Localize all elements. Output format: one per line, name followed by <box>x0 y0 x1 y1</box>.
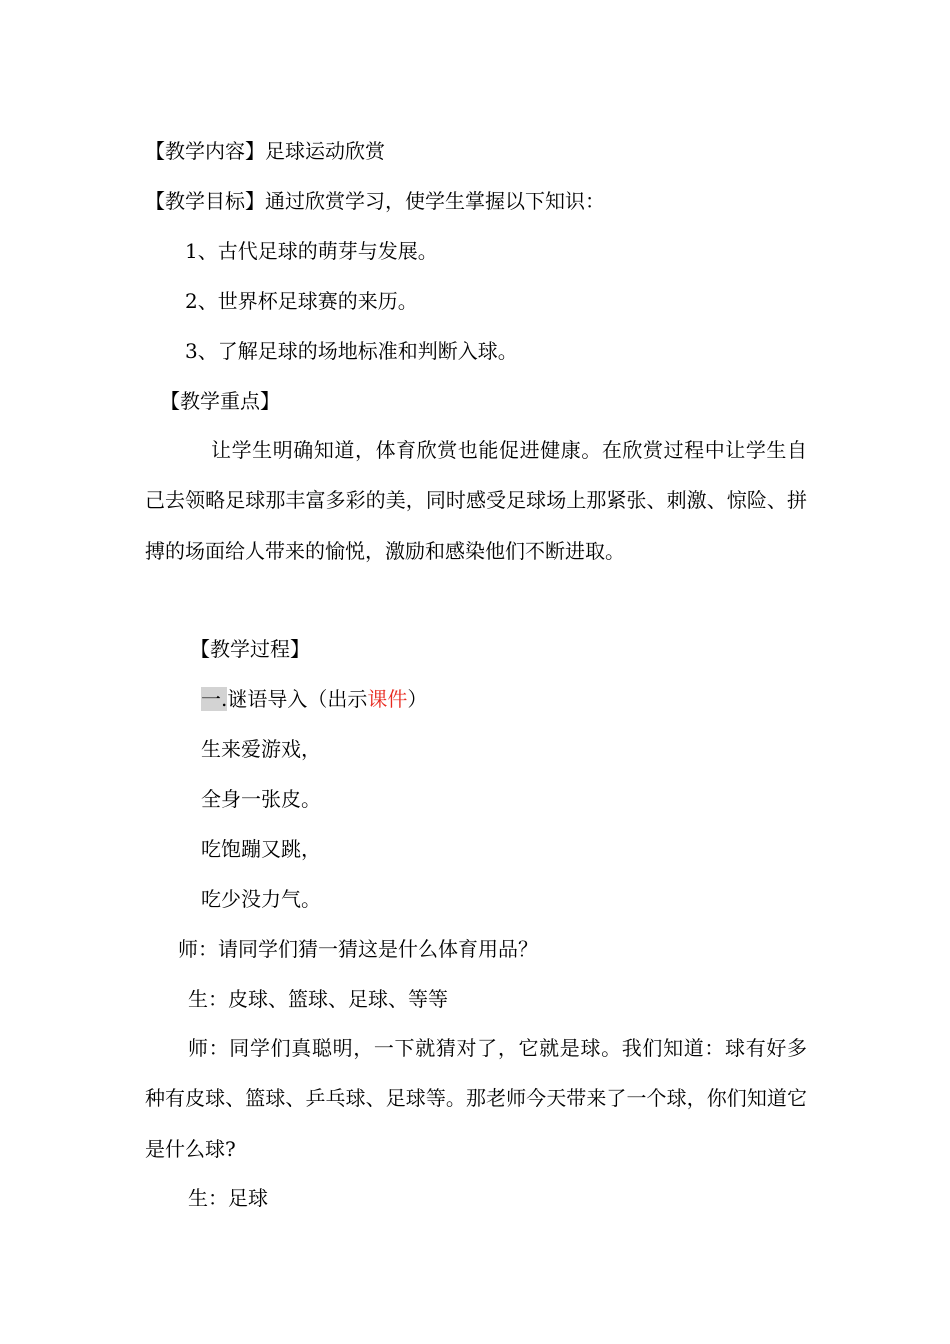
riddle-line-3: 吃饱蹦又跳， <box>201 837 321 861</box>
section-1-close: ） <box>407 687 428 711</box>
goal-item-3: 3、了解足球的场地标准和判断入球。 <box>185 339 518 363</box>
section-1-text: 谜语导入（出示 <box>227 687 368 711</box>
goal-item-2: 2、世界杯足球赛的来历。 <box>185 289 418 313</box>
section-1-heading <box>201 685 427 713</box>
lesson-content-line: 【教学内容】足球运动欣赏 <box>145 139 385 163</box>
teacher-paragraph-2: 师：同学们真聪明，一下就猜对了，它就是球。我们知道：球有好多种有皮球、篮球、乒乓球、足球等。那老师今天带来了一个球，你们知道它是什么球? <box>145 1036 807 1161</box>
focus-paragraph: 让学生明确知道，体育欣赏也能促进健康。在欣赏过程中让学生自己去领略足球那丰富多彩的美，同时感受足球场上那紧张、刺激、惊险、拼搏的场面给人带来的愉悦，激励和感染他们不断进取。 <box>145 438 807 563</box>
courseware-link[interactable]: 课件 <box>367 687 408 711</box>
riddle-line-1: 生来爱游戏， <box>201 737 321 761</box>
focus-heading: 【教学重点】 <box>160 389 280 413</box>
riddle-line-4: 吃少没力气。 <box>201 887 321 911</box>
section-marker: 一. <box>201 687 228 711</box>
process-heading: 【教学过程】 <box>190 637 310 661</box>
lesson-goal-line: 【教学目标】通过欣赏学习，使学生掌握以下知识： <box>145 189 605 213</box>
teacher-question-1: 师：请同学们猜一猜这是什么体育用品？ <box>178 937 538 961</box>
student-answer-1: 生：皮球、篮球、足球、等等 <box>188 987 448 1011</box>
riddle-line-2: 全身一张皮。 <box>201 787 321 811</box>
goal-item-1: 1、古代足球的萌芽与发展。 <box>185 239 438 263</box>
student-answer-2: 生：足球 <box>188 1186 268 1210</box>
